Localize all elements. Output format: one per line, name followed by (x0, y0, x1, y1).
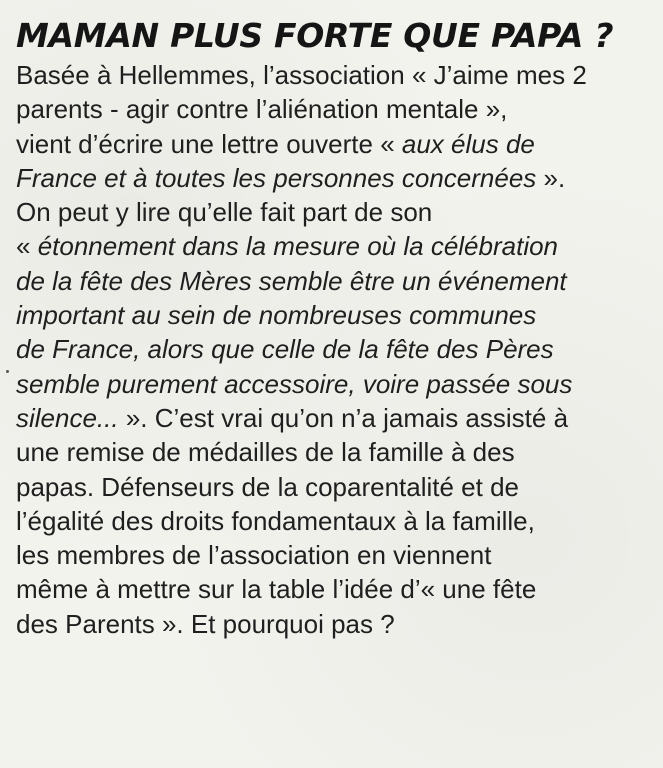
text-run: vient d’écrire une lettre ouverte « (16, 128, 402, 159)
text-run: « (16, 231, 38, 262)
article-headline: MAMAN PLUS FORTE QUE PAPA ? (16, 16, 614, 55)
text-run: Basée à Hellemmes, l’association « J’aime mes 2 (16, 60, 587, 90)
body-line (16, 367, 656, 401)
body-line (16, 401, 656, 435)
text-run: papas. Défenseurs de la coparentalité et de (16, 471, 520, 502)
text-run: les membres de l’association en viennent (16, 540, 492, 571)
body-line (16, 195, 656, 229)
body-line (16, 470, 656, 504)
quote-run: silence... (16, 402, 119, 433)
body-line (16, 229, 656, 263)
article-body (16, 58, 656, 641)
body-line (16, 264, 656, 298)
body-line (16, 435, 656, 469)
quote-run: France et à toutes les personnes concernées (16, 162, 537, 193)
text-run: ». C’est vrai qu’on n’a jamais assisté à (118, 402, 569, 433)
text-run: ». (536, 162, 566, 193)
text-run: même à mettre sur la table l’idée d’« une fête (16, 574, 537, 605)
quote-run: important au sein de nombreuses communes (16, 300, 537, 331)
body-line (16, 504, 656, 538)
body-line (16, 92, 656, 126)
quote-run: semble purement accessoire, voire passée sous (16, 368, 573, 399)
body-line (16, 298, 656, 332)
body-line (16, 572, 656, 606)
body-line (16, 332, 656, 366)
quote-run: étonnement dans la mesure où la célébration (37, 231, 559, 262)
quote-run: de la fête des Mères semble (16, 265, 343, 296)
body-line (16, 58, 656, 92)
quote-run: aux élus de (401, 128, 535, 159)
body-line (16, 127, 656, 161)
text-run: l’égalité des droits fondamentaux à la famille, (16, 505, 535, 536)
text-run: une remise de médailles de la famille à des (16, 437, 515, 468)
body-line (16, 607, 656, 641)
body-line (16, 538, 656, 572)
text-run: parents - agir contre l’aliénation mentale », (16, 94, 508, 125)
article (16, 14, 656, 641)
text-run: On peut y lire qu’elle fait part de son (16, 197, 433, 228)
print-speck (6, 370, 9, 373)
text-run: des Parents ». Et pourquoi pas ? (16, 608, 395, 639)
quote-run: de France, alors que celle de la fête des Pères (16, 334, 554, 365)
quote-run: être un événement (342, 265, 567, 296)
body-line (16, 161, 656, 195)
